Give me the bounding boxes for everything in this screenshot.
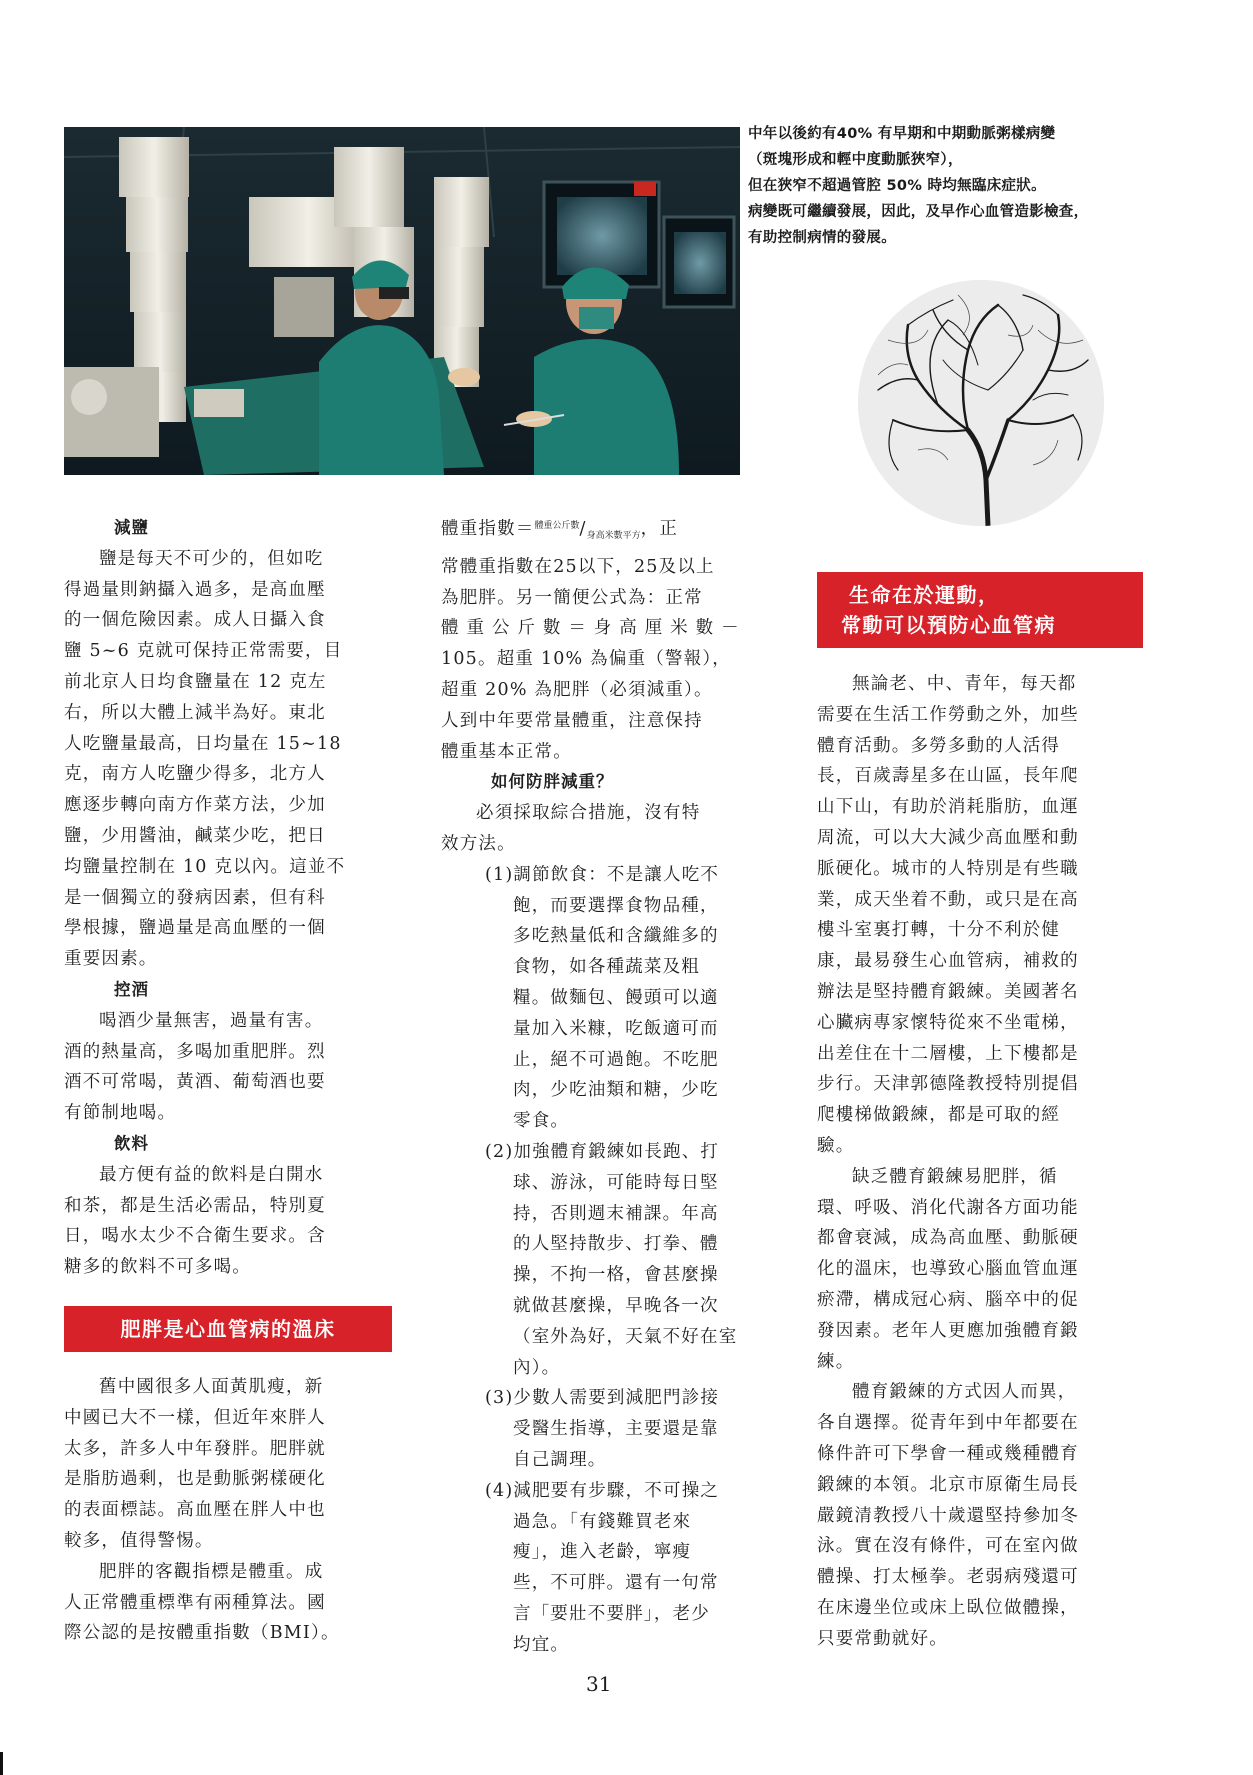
text-line: 的一個危險因素。成人日攝入食 — [64, 610, 326, 631]
text-line: 較多，值得警惕。 — [64, 1530, 214, 1551]
text-line: 體重基本正常。 — [441, 741, 572, 762]
text-line: (1)調節飲食：不是讓人吃不 — [485, 864, 720, 885]
surgery-room-photo — [64, 127, 740, 475]
column-left — [64, 513, 393, 1283]
text-line: 止，絕不可過飽。不吃肥 — [513, 1049, 719, 1070]
text-line: 無論老、中、青年，每天都 — [852, 674, 1077, 694]
text-line: 太多，許多人中年發胖。肥胖就 — [64, 1438, 326, 1459]
bmi-formula — [441, 511, 771, 552]
text-line: 人到中年要常量體重，注意保持 — [441, 710, 703, 731]
text-line: 在床邊坐位或床上臥位做體操， — [817, 1597, 1079, 1618]
text-line: 酒不可常喝，黃酒、葡萄酒也要 — [64, 1072, 326, 1093]
text-line: 和茶，都是生活必需品，特別夏 — [64, 1195, 326, 1216]
text-line: 糧。做麵包、饅頭可以適 — [513, 987, 719, 1008]
text-line: 體育活動。多勞多動的人活得 — [817, 735, 1061, 756]
text-line: 山下山，有助於消耗脂肪，血運 — [817, 797, 1079, 818]
text-line: 些，不可胖。還有一句常 — [513, 1573, 719, 1594]
text-line: 效方法。 — [441, 833, 516, 854]
list-item — [441, 860, 771, 1137]
text-line: (4)減肥要有步驟，不可操之 — [485, 1480, 720, 1501]
section-heading-salt: 減鹽 — [114, 518, 149, 537]
angiogram-image — [858, 280, 1104, 526]
text-line: 肉，少吃油類和糖，少吃 — [513, 1080, 719, 1101]
text-line: 喝酒少量無害，過量有害。 — [99, 1010, 324, 1031]
text-line: 自己調理。 — [513, 1449, 607, 1470]
text-line: 受醫生指導，主要還是靠 — [513, 1419, 719, 1440]
text-line: 人正常體重標準有兩種算法。國 — [64, 1592, 326, 1613]
bmi-prefix: 體重指數＝ — [441, 519, 535, 539]
text-line: 得過量則鈉攝入過多，是高血壓 — [64, 579, 326, 600]
text-line: 言「要壯不要胖」，老少 — [513, 1603, 710, 1624]
text-line: 步行。天津郭德隆教授特別提倡 — [817, 1074, 1079, 1095]
text-line: 酒的熱量高，多喝加重肥胖。烈 — [64, 1041, 326, 1062]
text-line: 必須採取綜合措施，沒有特 — [476, 803, 701, 824]
text-line: 泳。實在沒有條件，可在室內做 — [817, 1536, 1079, 1557]
text-line: 環、呼吸、消化代謝各方面功能 — [817, 1197, 1079, 1218]
text-line: 爬樓梯做鍛練，都是可取的經 — [817, 1105, 1061, 1126]
text-line: 球、游泳，可能時每日堅 — [513, 1172, 719, 1193]
text-line: 辦法是堅持體育鍛練。美國著名 — [817, 981, 1079, 1002]
text-line: 肥胖的客觀指標是體重。成 — [99, 1561, 324, 1582]
text-line: 中國已大不一樣，但近年來胖人 — [64, 1407, 326, 1428]
text-line: 練。 — [817, 1351, 855, 1372]
banner-line: 生命在於運動， — [849, 583, 1000, 607]
text-line: 內）。 — [513, 1357, 561, 1378]
text-line: 鹽，少用醬油，鹹菜少吃，把日 — [64, 825, 326, 846]
text-line: 均鹽量控制在 10 克以內。這並不 — [64, 856, 346, 877]
text-line: 重要因素。 — [64, 949, 158, 970]
text-line: 體 重 公 斤 數 ＝ 身 高 厘 米 數 － — [441, 618, 740, 639]
caption-line: 但在狹窄不超過管腔 50% 時均無臨床症狀。 — [748, 178, 1046, 194]
text-line: 嚴鏡清教授八十歲還堅持參加冬 — [817, 1505, 1079, 1526]
text-line: 脈硬化。城市的人特別是有些職 — [817, 858, 1079, 879]
text-line: 常體重指數在25以下，25及以上 — [441, 556, 715, 577]
text-line: 瘦」，進入老齡，寧瘦 — [513, 1542, 692, 1563]
page-number: 31 — [586, 1672, 612, 1696]
list-item — [441, 1476, 771, 1661]
text-line: 最方便有益的飲料是白開水 — [99, 1164, 324, 1185]
text-line: 只要常動就好。 — [817, 1628, 948, 1649]
text-line: 105。超重 10% 為偏重（警報）， — [441, 649, 731, 670]
text-line: 心臟病專家懷特從來不坐電梯， — [817, 1012, 1079, 1033]
text-line: 瘀滯，構成冠心病、腦卒中的促 — [817, 1289, 1079, 1310]
text-line: 食物，如各種蔬菜及粗 — [513, 957, 700, 978]
text-line: 缺乏體育鍛練易肥胖，循 — [852, 1166, 1058, 1187]
text-line: (3)少數人需要到減肥門診接 — [485, 1388, 720, 1409]
text-line: 鹽 5~6 克就可保持正常需要，目 — [64, 641, 343, 662]
text-line: 有節制地喝。 — [64, 1103, 177, 1124]
section-banner-obesity: 肥胖是心血管病的溫床 — [64, 1306, 392, 1352]
text-line: 超重 20% 為肥胖（必須減重）。 — [441, 679, 713, 700]
text-line: 飽，而要選擇食物品種， — [513, 895, 719, 916]
section-heading-prevent: 如何防胖減重？ — [491, 772, 614, 792]
text-line: 鹽是每天不可少的，但如吃 — [99, 548, 324, 569]
photo-caption — [748, 121, 1248, 251]
text-line: 的表面標誌。高血壓在胖人中也 — [64, 1500, 326, 1521]
text-line: 化的溫床，也導致心腦血管血運 — [817, 1259, 1079, 1280]
text-line: 糖多的飲料不可多喝。 — [64, 1257, 251, 1278]
bmi-suffix: ，正 — [640, 519, 679, 539]
text-line: 的人堅持散步、打拳、體 — [513, 1234, 719, 1255]
text-line: 體育鍛練的方式因人而異， — [852, 1382, 1077, 1403]
column-right — [817, 669, 1145, 1655]
text-line: 都會衰減，成為高血壓、動脈硬 — [817, 1228, 1079, 1249]
text-line: 操，不拘一格，會甚麼操 — [513, 1265, 719, 1286]
text-line: 是一個獨立的發病因素，但有科 — [64, 887, 326, 908]
text-line: 發因素。老年人更應加強體育鍛 — [817, 1320, 1079, 1341]
text-line: 業，成天坐着不動，或只是在高 — [817, 889, 1079, 910]
text-line: 克，南方人吃鹽少得多，北方人 — [64, 764, 326, 785]
text-line: 零食。 — [513, 1111, 570, 1132]
text-line: 舊中國很多人面黃肌瘦，新 — [99, 1377, 324, 1397]
text-line: 學根據，鹽過量是高血壓的一個 — [64, 918, 326, 939]
text-line: 前北京人日均食鹽量在 12 克左 — [64, 671, 327, 692]
text-line: 右，所以大體上減半為好。東北 — [64, 702, 326, 723]
section-heading-alcohol: 控酒 — [114, 979, 149, 999]
text-line: 人吃鹽量最高，日均量在 15~18 — [64, 733, 342, 754]
bmi-slash: / — [579, 519, 587, 539]
section-heading-drinks: 飲料 — [114, 1133, 149, 1153]
caption-line: 病變既可繼續發展，因此，及早作心血管造影檢查， — [748, 204, 1089, 220]
text-line: 條件許可下學會一種或幾種體育 — [817, 1443, 1079, 1464]
text-line: 各自選擇。從青年到中年都要在 — [817, 1413, 1079, 1434]
text-line: 為肥胖。另一簡便公式為：正常 — [441, 587, 703, 608]
text-line: 出差住在十二層樓，上下樓都是 — [817, 1043, 1079, 1064]
text-line: 均宜。 — [513, 1634, 570, 1655]
caption-line: 有助控制病情的發展。 — [748, 230, 896, 246]
section-banner-exercise — [817, 572, 1143, 648]
edge-marker — [0, 1752, 3, 1775]
text-line: (2)加強體育鍛練如長跑、打 — [485, 1141, 720, 1162]
text-line: 應逐步轉向南方作菜方法，少加 — [64, 795, 326, 816]
text-line: 就做甚麼操，早晚各一次 — [513, 1295, 719, 1316]
text-line: 際公認的是按體重指數（BMI）。 — [64, 1623, 340, 1644]
column-middle — [441, 511, 771, 1660]
text-line: 日，喝水太少不合衛生要求。含 — [64, 1226, 326, 1247]
text-line: 多吃熱量低和含纖維多的 — [513, 926, 719, 947]
bmi-denominator: 身高米數平方 — [586, 531, 641, 541]
text-line: 鍛練的本領。北京市原衛生局長 — [817, 1474, 1079, 1495]
text-line: （室外為好，天氣不好在室 — [513, 1326, 738, 1347]
text-line: 康，最易發生心血管病，補救的 — [817, 951, 1079, 972]
list-item — [441, 1137, 771, 1383]
caption-line: （斑塊形成和輕中度動脈狹窄）， — [748, 152, 963, 168]
caption-line: 中年以後約有40% 有早期和中期動脈粥樣病變 — [748, 126, 1056, 142]
column-left-obesity — [64, 1372, 393, 1649]
text-line: 過急。「有錢難買老來 — [513, 1511, 692, 1532]
text-line: 持，否則週末補課。年高 — [513, 1203, 719, 1224]
text-line: 是脂肪過剩，也是動脈粥樣硬化 — [64, 1469, 326, 1490]
text-line: 需要在生活工作勞動之外，加些 — [817, 704, 1079, 725]
text-line: 驗。 — [817, 1135, 855, 1156]
text-line: 樓斗室裏打轉，十分不利於健 — [817, 920, 1061, 941]
text-line: 量加入米糠，吃飯適可而 — [513, 1018, 719, 1039]
list-item — [441, 1383, 771, 1475]
banner-line: 常動可以預防心血管病 — [841, 613, 1056, 637]
text-line: 長，百歲壽星多在山區，長年爬 — [817, 766, 1079, 787]
text-line: 周流，可以大大減少高血壓和動 — [817, 827, 1079, 848]
bmi-numerator: 體重公斤數 — [534, 521, 580, 531]
text-line: 體操、打太極拳。老弱病殘還可 — [817, 1567, 1079, 1588]
